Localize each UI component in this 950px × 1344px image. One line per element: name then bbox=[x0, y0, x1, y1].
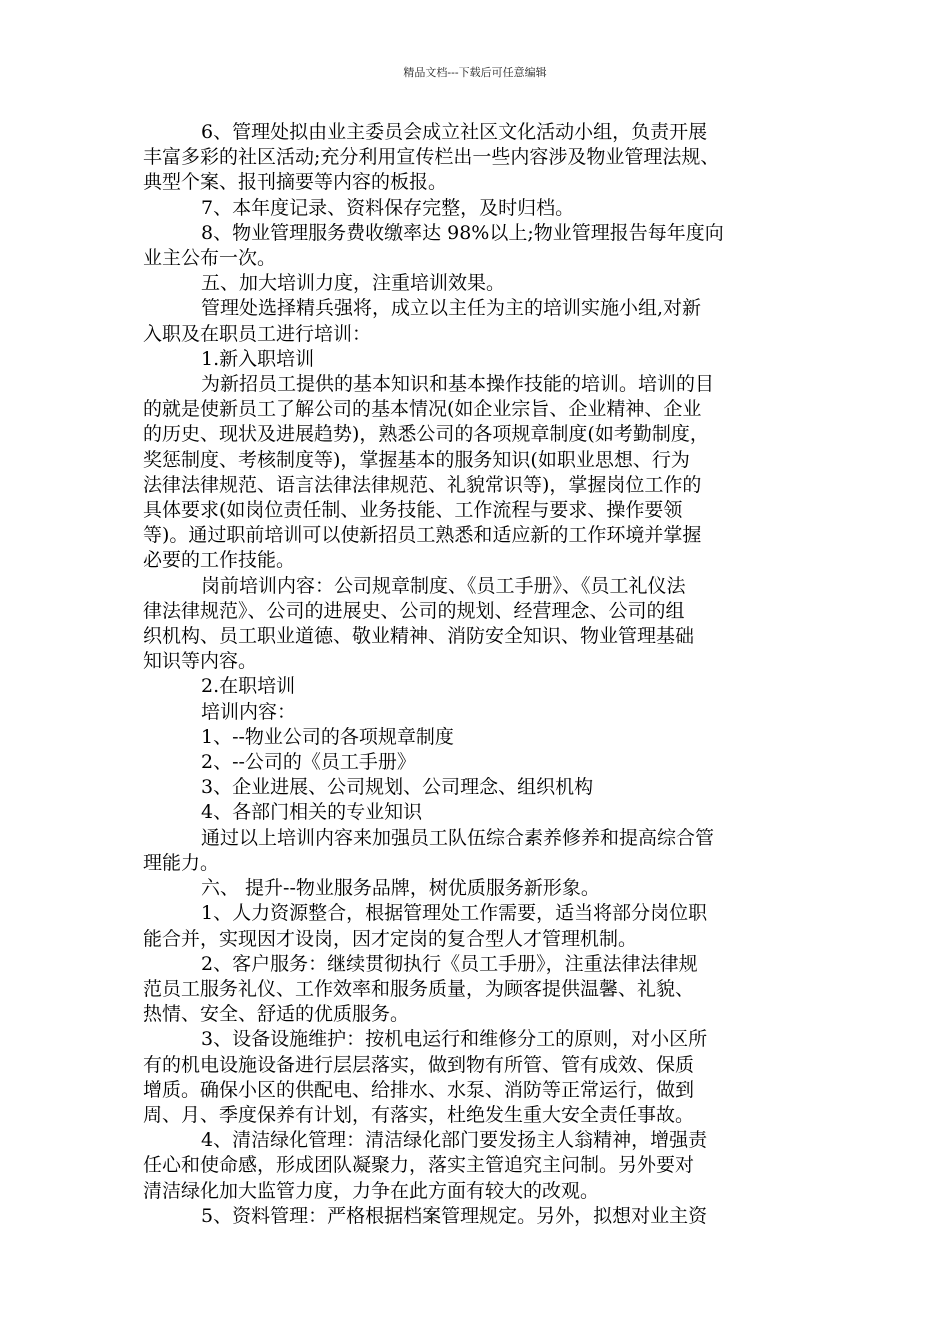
text-line: 8、物业管理服务费收缴率达 98%以上;物业管理报告每年度向 bbox=[201, 221, 724, 244]
text-line: 2、--公司的《员工手册》 bbox=[201, 751, 416, 774]
text-line: 等)。通过职前培训可以使新招员工熟悉和适应新的工作环境并掌握 bbox=[143, 524, 702, 547]
text-line: 为新招员工提供的基本知识和基本操作技能的培训。培训的目 bbox=[201, 373, 715, 396]
text-line: 热情、安全、舒适的优质服务。 bbox=[143, 1003, 410, 1026]
text-line: 培训内容： bbox=[201, 700, 297, 723]
text-line: 织机构、员工职业道德、敬业精神、消防安全知识、物业管理基础 bbox=[143, 625, 695, 648]
text-line: 必要的工作技能。 bbox=[143, 549, 296, 572]
text-line: 周、月、季度保养有计划，有落实，杜绝发生重大安全责任事故。 bbox=[143, 1103, 695, 1126]
document-body bbox=[143, 120, 815, 1229]
text-line: 丰富多彩的社区活动;充分利用宣传栏出一些内容涉及物业管理法规、 bbox=[143, 146, 720, 169]
text-line: 岗前培训内容：公司规章制度、《员工手册》、《员工礼仪法 bbox=[201, 574, 686, 597]
text-line: 1.新入职培训 bbox=[201, 347, 315, 370]
text-line: 3、企业进展、公司规划、公司理念、组织机构 bbox=[201, 776, 594, 799]
text-line: 任心和使命感，形成团队凝聚力，落实主管追究主问制。另外要对 bbox=[143, 1154, 695, 1177]
text-line: 能合并，实现因才设岗，因才定岗的复合型人才管理机制。 bbox=[143, 927, 638, 950]
text-line: 增质。确保小区的供配电、给排水、水泵、消防等正常运行，做到 bbox=[143, 1078, 695, 1101]
text-line: 法律法律规范、语言法律法律规范、礼貌常识等)，掌握岗位工作的 bbox=[143, 473, 702, 496]
text-line: 2.在职培训 bbox=[201, 675, 296, 698]
text-line: 6、管理处拟由业主委员会成立社区文化活动小组，负责开展 bbox=[201, 121, 708, 143]
text-line: 1、--物业公司的各项规章制度 bbox=[201, 725, 454, 748]
text-line: 入职及在职员工进行培训： bbox=[143, 322, 372, 345]
text-line: 六、 提升--物业服务品牌，树优质服务新形象。 bbox=[201, 877, 600, 900]
text-line: 7、本年度记录、资料保存完整，及时归档。 bbox=[201, 196, 575, 219]
text-line: 清洁绿化加大监管力度，力争在此方面有较大的改观。 bbox=[143, 1179, 600, 1202]
text-line: 4、各部门相关的专业知识 bbox=[201, 801, 423, 824]
text-line: 通过以上培训内容来加强员工队伍综合素养修养和提高综合管 bbox=[201, 826, 715, 849]
text-line: 典型个案、报刊摘要等内容的板报。 bbox=[143, 171, 448, 194]
text-line: 4、清洁绿化管理：清洁绿化部门要发扬主人翁精神，增强责 bbox=[201, 1129, 708, 1152]
text-line: 1、人力资源整合，根据管理处工作需要，适当将部分岗位职 bbox=[201, 902, 708, 925]
text-line: 5、资料管理：严格根据档案管理规定。另外，拟想对业主资 bbox=[201, 1204, 708, 1227]
text-line: 的历史、现状及进展趋势)，熟悉公司的各项规章制度(如考勤制度， bbox=[143, 423, 709, 446]
text-line: 业主公布一次。 bbox=[143, 247, 277, 270]
text-line: 3、设备设施维护：按机电运行和维修分工的原则，对小区所 bbox=[201, 1028, 708, 1051]
text-line: 知识等内容。 bbox=[143, 650, 258, 673]
text-line: 具体要求(如岗位责任制、业务技能、工作流程与要求、操作要领 bbox=[143, 499, 683, 522]
text-line: 五、加大培训力度，注重培训效果。 bbox=[201, 272, 506, 295]
text-line: 范员工服务礼仪、工作效率和服务质量，为顾客提供温馨、礼貌、 bbox=[143, 977, 695, 1000]
text-line: 2、客户服务：继续贯彻执行《员工手册》，注重法律法律规 bbox=[201, 952, 698, 975]
text-line: 理能力。 bbox=[143, 851, 220, 874]
text-line: 的就是使新员工了解公司的基本情况(如企业宗旨、企业精神、企业 bbox=[143, 398, 702, 421]
text-line: 律法律规范》、公司的进展史、公司的规划、经营理念、公司的组 bbox=[143, 599, 685, 622]
text-line: 奖惩制度、考核制度等)，掌握基本的服务知识(如职业思想、行为 bbox=[143, 448, 690, 471]
text-line: 有的机电设施设备进行层层落实，做到物有所管、管有成效、保质 bbox=[143, 1053, 695, 1076]
page-header: 精品文档---下载后可任意编辑 bbox=[403, 66, 547, 79]
text-line: 管理处选择精兵强将，成立以主任为主的培训实施小组,对新 bbox=[201, 297, 702, 320]
